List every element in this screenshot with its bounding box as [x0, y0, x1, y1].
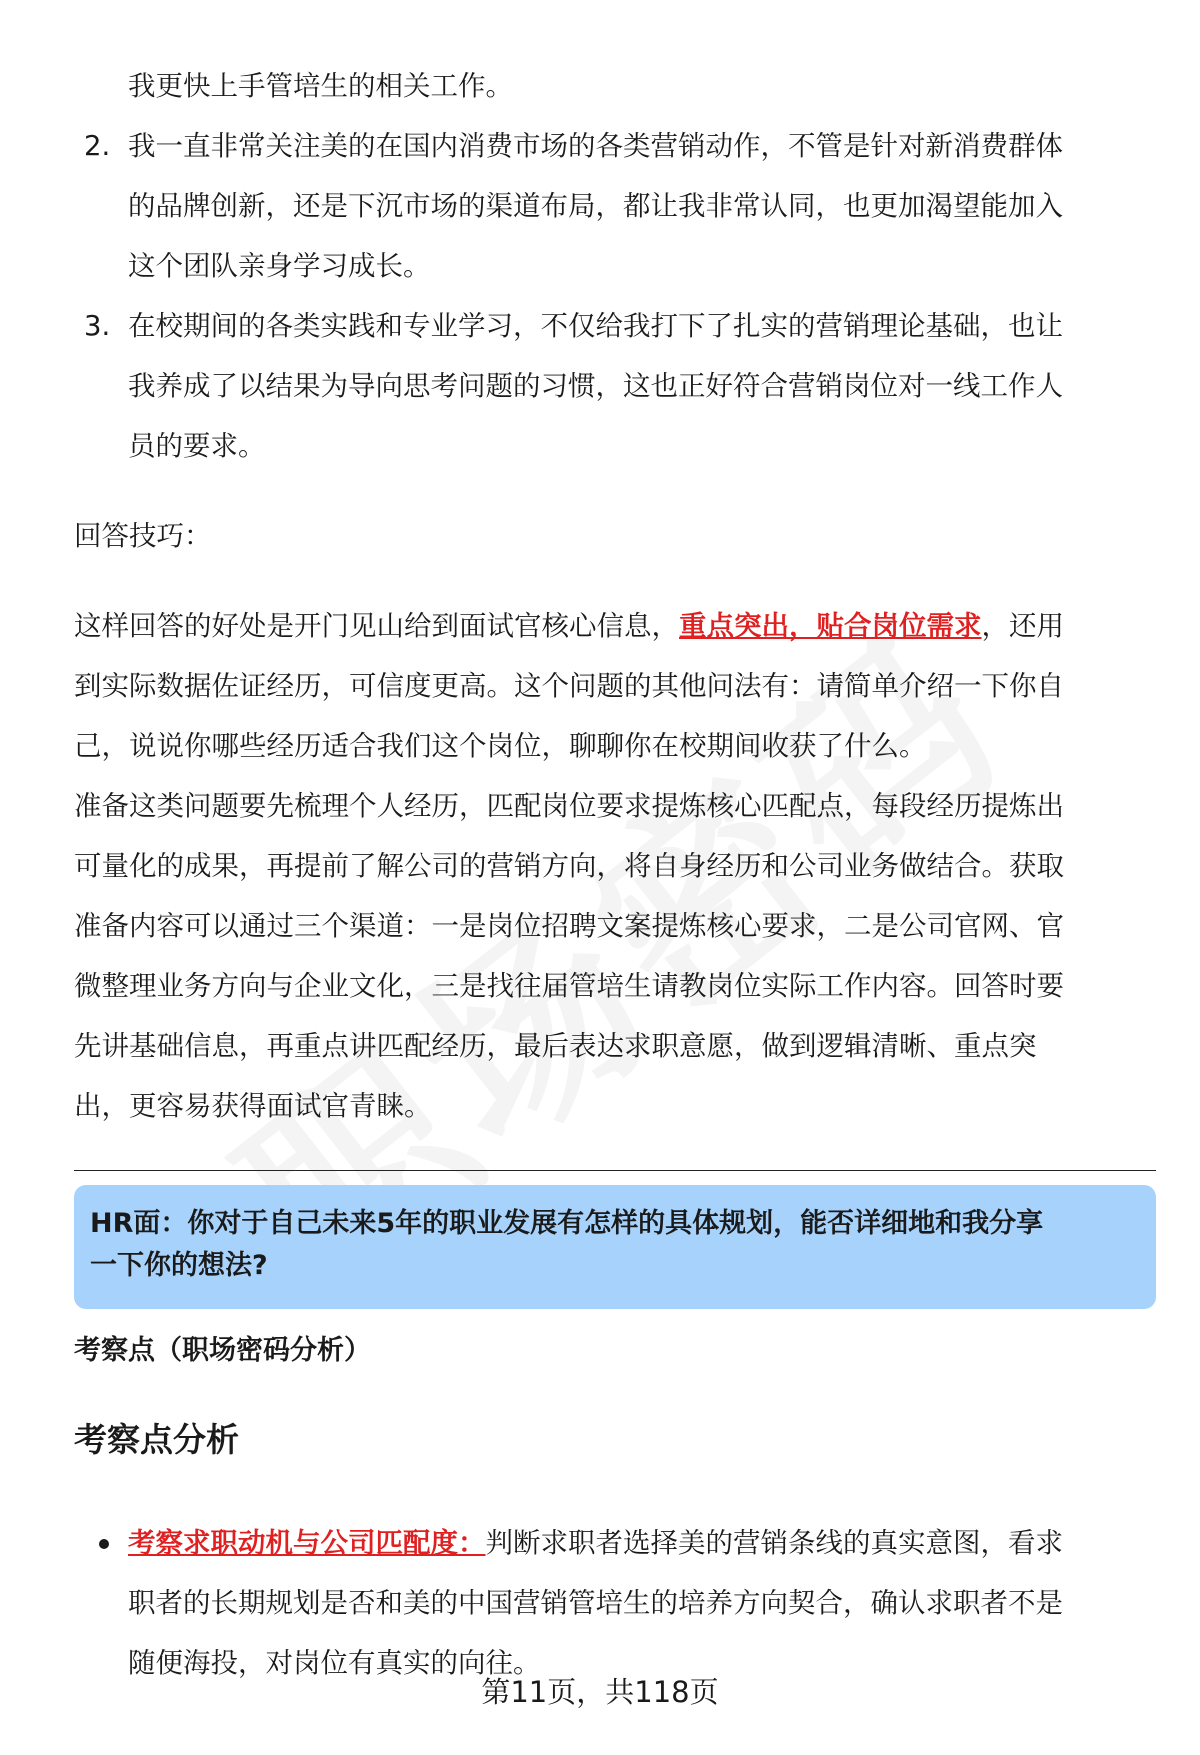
list-line: 在校期间的各类实践和专业学习，不仅给我打下了扎实的营销理论基础，也让: [128, 310, 1063, 342]
page-number: 第11页，共118页: [481, 1675, 719, 1709]
list-line: 我养成了以结果为导向思考问题的习惯，这也正好符合营销岗位对一线工作人: [128, 370, 1063, 402]
numbered-list: [74, 56, 1156, 476]
list-item-1-tail: 我更快上手管培生的相关工作。: [128, 70, 513, 102]
question-line: 一下你的想法?: [90, 1250, 268, 1281]
paragraph-line: 微整理业务方向与企业文化，三是找往届管培生请教岗位实际工作内容。回答时要: [74, 970, 1064, 1002]
highlight-text: 重点突出，贴合岗位需求: [679, 610, 982, 642]
text-run: ，还用: [981, 610, 1064, 642]
paragraph-line: 己，说说你哪些经历适合我们这个岗位，聊聊你在校期间收获了什么。: [74, 730, 927, 762]
page-content: [74, 56, 1156, 1693]
paragraph-line: 先讲基础信息，再重点讲匹配经历，最后表达求职意愿，做到逻辑清晰、重点突: [74, 1030, 1037, 1062]
list-item-3: [74, 296, 1156, 476]
tips-paragraph-2: [74, 776, 1156, 1136]
text-run: 这样回答的好处是开门见山给到面试官核心信息，: [74, 610, 679, 642]
list-number: 2.: [84, 130, 111, 162]
question-line: HR面：你对于自己未来5年的职业发展有怎样的具体规划，能否详细地和我分享: [90, 1208, 1044, 1239]
analysis-heading: 考察点分析: [74, 1420, 239, 1459]
section-divider: [74, 1170, 1156, 1171]
paragraph-line: 可量化的成果，再提前了解公司的营销方向，将自身经历和公司业务做结合。获取: [74, 850, 1064, 882]
list-line: 的品牌创新，还是下沉市场的渠道布局，都让我非常认同，也更加渴望能加入: [128, 190, 1063, 222]
paragraph-line: 准备内容可以通过三个渠道：一是岗位招聘文案提炼核心要求，二是公司官网、官: [74, 910, 1064, 942]
paragraph-line: 出，更容易获得面试官青睐。: [74, 1090, 432, 1122]
bullet-item: [74, 1513, 1156, 1693]
paragraph-line: 准备这类问题要先梳理个人经历，匹配岗位要求提炼核心匹配点，每段经历提炼出: [74, 790, 1064, 822]
list-line: 我一直非常关注美的在国内消费市场的各类营销动作，不管是针对新消费群体: [128, 130, 1063, 162]
tips-label: 回答技巧：: [74, 520, 212, 552]
list-line: 员的要求。: [128, 430, 266, 462]
question-callout: [74, 1185, 1156, 1309]
paragraph-line: [74, 596, 1156, 656]
bullet-line: 随便海投，对岗位有真实的向往。: [128, 1647, 541, 1679]
list-line: 这个团队亲身学习成长。: [128, 250, 431, 282]
bullet-line: 职者的长期规划是否和美的中国营销管培生的培养方向契合，确认求职者不是: [128, 1587, 1063, 1619]
tips-paragraph-1: [74, 596, 1156, 776]
bullet-line: [128, 1513, 1156, 1573]
paragraph-line: 到实际数据佐证经历，可信度更高。这个问题的其他问法有：请简单介绍一下你自: [74, 670, 1064, 702]
analysis-subhead: 考察点（职场密码分析）: [74, 1335, 371, 1366]
text-run: 判断求职者选择美的营销条线的真实意图，看求: [485, 1527, 1063, 1559]
highlight-text: 考察求职动机与公司匹配度：: [128, 1527, 486, 1559]
bullet-dot-icon: [99, 1539, 109, 1549]
list-item-2: [74, 116, 1156, 296]
list-number: 3.: [84, 310, 111, 342]
